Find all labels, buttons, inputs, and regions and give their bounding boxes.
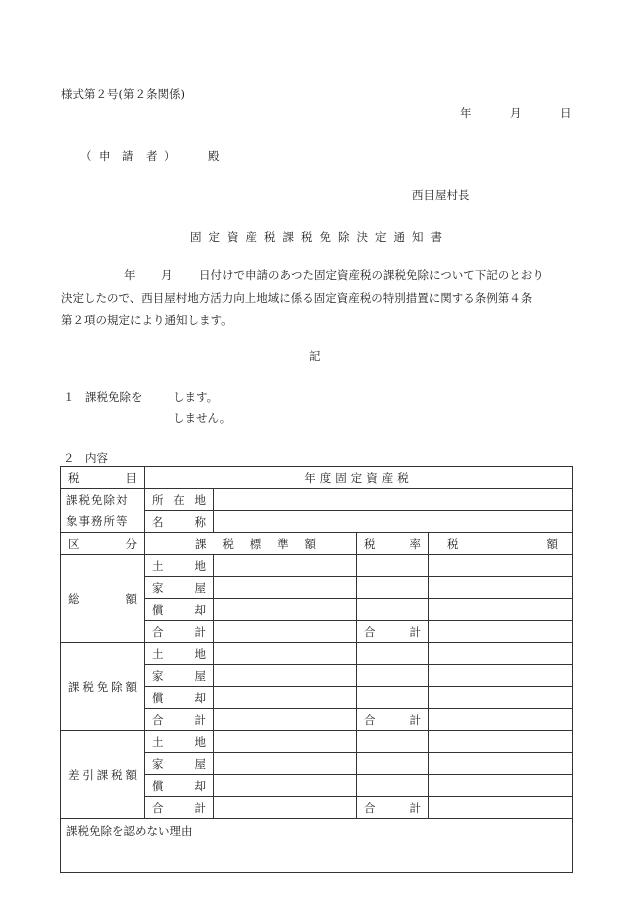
table-row: [61, 555, 573, 577]
row-label: [145, 687, 214, 709]
document-title: [190, 229, 442, 245]
cell-char: 税: [364, 536, 376, 551]
content-table: [60, 466, 573, 873]
standard-value: [214, 797, 357, 819]
cell-char: 地: [194, 646, 206, 661]
amount-value: [429, 687, 573, 709]
amount-value: [429, 577, 573, 599]
amount-value: [429, 555, 573, 577]
addressee-char: 請: [122, 149, 134, 163]
name-value: [214, 511, 573, 533]
name-label: [145, 511, 214, 533]
rate-value: [357, 643, 429, 665]
target-office-label: [61, 489, 145, 533]
rate-value: [357, 577, 429, 599]
addressee-char: 者: [146, 149, 158, 163]
ki-heading: 記: [309, 349, 321, 363]
rate-value: [357, 599, 429, 621]
cell-char: 土: [152, 558, 164, 573]
row-label: [145, 797, 214, 819]
title-char: 税: [301, 230, 313, 244]
title-char: 定: [375, 230, 387, 244]
cell-char: 償: [152, 602, 164, 617]
date-day: 日: [560, 106, 572, 120]
item1-option-no: しません。: [173, 411, 232, 425]
reason-cell: [61, 819, 573, 873]
title-char: 産: [245, 230, 257, 244]
cell-char: 計: [409, 624, 421, 639]
standard-value: [214, 709, 357, 731]
title-char: 通: [393, 230, 405, 244]
item2-number: ２: [63, 451, 75, 465]
addressee-char: 申: [99, 149, 111, 163]
cell-char: 合: [364, 712, 376, 727]
cell-char: 却: [194, 602, 206, 617]
cell-char: 却: [194, 778, 206, 793]
rate-header: [357, 533, 429, 555]
target-office-line: 象事務所等: [66, 513, 129, 528]
cell-char: 総: [68, 591, 80, 606]
cell-char: 目: [125, 470, 137, 485]
date-year: 年: [460, 106, 472, 120]
rate-value: [357, 687, 429, 709]
rate-value: [357, 621, 429, 643]
standard-value: [214, 621, 357, 643]
title-char: 書: [430, 230, 442, 244]
table-row: [61, 643, 573, 665]
body-line-2: 決定したので、西目屋村地方活力向上地域に係る固定資産税の特別措置に関する条例第４条: [61, 291, 533, 305]
cell-char: 所: [152, 492, 164, 507]
amount-value: [429, 709, 573, 731]
standard-value: [214, 687, 357, 709]
cell-char: 名: [152, 514, 164, 529]
standard-value: [214, 753, 357, 775]
cell-char: 税: [82, 679, 94, 694]
cell-char: 地: [194, 492, 206, 507]
amount-value: [429, 797, 573, 819]
body-year: 年: [124, 268, 136, 282]
cell-char: 家: [152, 580, 164, 595]
cell-char: 税: [68, 470, 80, 485]
row-label: [145, 731, 214, 753]
row-label: [145, 621, 214, 643]
standard-value: [214, 555, 357, 577]
amount-value: [429, 753, 573, 775]
cell-char: 標: [249, 536, 262, 551]
cell-char: 引: [82, 767, 94, 782]
row-label: [145, 555, 214, 577]
title-char: 除: [338, 230, 350, 244]
rate-value: [357, 753, 429, 775]
cell-char: 家: [152, 756, 164, 771]
standard-value: [214, 731, 357, 753]
cell-char: 課: [195, 536, 207, 551]
location-value: [214, 489, 573, 511]
cell-char: 合: [364, 800, 376, 815]
row-label: [145, 753, 214, 775]
title-char: 知: [412, 230, 424, 244]
cell-char: 合: [152, 712, 164, 727]
rate-value: [357, 709, 429, 731]
cell-char: 償: [152, 690, 164, 705]
cell-char: 準: [277, 536, 289, 551]
item1-option-yes: します。: [173, 390, 219, 404]
addressee-open-paren: （: [80, 149, 92, 163]
row-label: [145, 775, 214, 797]
date-month: 月: [510, 106, 522, 120]
table-row: [61, 731, 573, 753]
amount-value: [429, 643, 573, 665]
amount-header: [429, 533, 573, 555]
standard-value: [214, 665, 357, 687]
tax-item-label: [61, 467, 145, 489]
cell-char: 率: [409, 536, 421, 551]
cell-char: 税: [447, 536, 459, 551]
cell-char: 却: [194, 690, 206, 705]
tax-item-value: 年度固定資産税: [145, 467, 573, 489]
cell-char: 在: [173, 492, 185, 507]
target-office-line: 課税免除対: [66, 492, 129, 507]
rate-value: [357, 555, 429, 577]
title-char: 課: [282, 230, 294, 244]
item1-label: 課税免除を: [85, 390, 143, 404]
item2-label: 内容: [85, 451, 108, 465]
row-label: [145, 599, 214, 621]
amount-value: [429, 731, 573, 753]
cell-char: 額: [304, 536, 316, 551]
cell-char: 家: [152, 668, 164, 683]
table-row: [61, 467, 573, 489]
rate-value: [357, 775, 429, 797]
row-label: [145, 643, 214, 665]
cell-char: 免: [96, 679, 109, 694]
title-char: 固: [190, 230, 202, 244]
item1-number: １: [63, 390, 75, 404]
table-row: [61, 819, 573, 873]
amount-value: [429, 599, 573, 621]
honorific: 殿: [208, 149, 220, 163]
cell-char: 地: [194, 734, 206, 749]
cell-char: 償: [152, 778, 164, 793]
cell-char: 合: [364, 624, 376, 639]
cell-char: 区: [68, 536, 80, 551]
section-label: [61, 555, 145, 643]
row-label: [145, 577, 214, 599]
title-char: 決: [356, 230, 368, 244]
cell-char: 除: [111, 679, 123, 694]
standard-value: [214, 643, 357, 665]
cell-char: 屋: [194, 756, 206, 771]
section-label: [61, 643, 145, 731]
title-char: 免: [319, 230, 331, 244]
cell-char: 額: [125, 591, 137, 606]
row-label: [145, 665, 214, 687]
cell-char: 合: [152, 800, 164, 815]
cell-char: 課: [96, 767, 109, 782]
rate-value: [357, 797, 429, 819]
standard-value: [214, 775, 357, 797]
table-row: [61, 489, 573, 511]
title-char: 定: [208, 230, 220, 244]
reason-label: 課税免除を認めない理由: [66, 824, 193, 838]
addressee-close-paren: ）: [164, 149, 176, 163]
cell-char: 額: [546, 536, 558, 551]
cell-char: 計: [194, 712, 206, 727]
rate-value: [357, 665, 429, 687]
cell-char: 地: [194, 558, 206, 573]
body-line-1: 日付けで申請のあつた固定資産税の課税免除について下記のとおり: [199, 268, 544, 282]
amount-value: [429, 665, 573, 687]
cell-char: 税: [111, 767, 123, 782]
cell-char: 計: [409, 712, 421, 727]
title-char: 資: [227, 230, 239, 244]
standard-value: [214, 599, 357, 621]
table-row: [61, 533, 573, 555]
cell-char: 額: [125, 767, 137, 782]
form-number: 様式第２号(第２条関係): [61, 87, 185, 101]
cell-char: 計: [194, 624, 206, 639]
row-label: [145, 709, 214, 731]
title-char: 税: [264, 230, 276, 244]
cell-char: 屋: [194, 580, 206, 595]
cell-char: 称: [194, 514, 206, 529]
rate-value: [357, 731, 429, 753]
body-month: 月: [161, 268, 173, 282]
amount-value: [429, 621, 573, 643]
division-label: [61, 533, 145, 555]
cell-char: 屋: [194, 668, 206, 683]
amount-value: [429, 775, 573, 797]
section-label: [61, 731, 145, 819]
cell-char: 計: [194, 800, 206, 815]
cell-char: 土: [152, 734, 164, 749]
cell-char: 額: [125, 679, 137, 694]
standard-value: [214, 577, 357, 599]
cell-char: 分: [125, 536, 137, 551]
issuer: 西目屋村長: [412, 188, 470, 202]
location-label: [145, 489, 214, 511]
body-line-3: 第２項の規定により通知します。: [61, 313, 233, 327]
cell-char: 合: [152, 624, 164, 639]
cell-char: 計: [409, 800, 421, 815]
cell-char: 税: [222, 536, 234, 551]
cell-char: 課: [68, 679, 80, 694]
cell-char: 土: [152, 646, 164, 661]
standard-header: [145, 533, 357, 555]
cell-char: 差: [68, 767, 80, 782]
